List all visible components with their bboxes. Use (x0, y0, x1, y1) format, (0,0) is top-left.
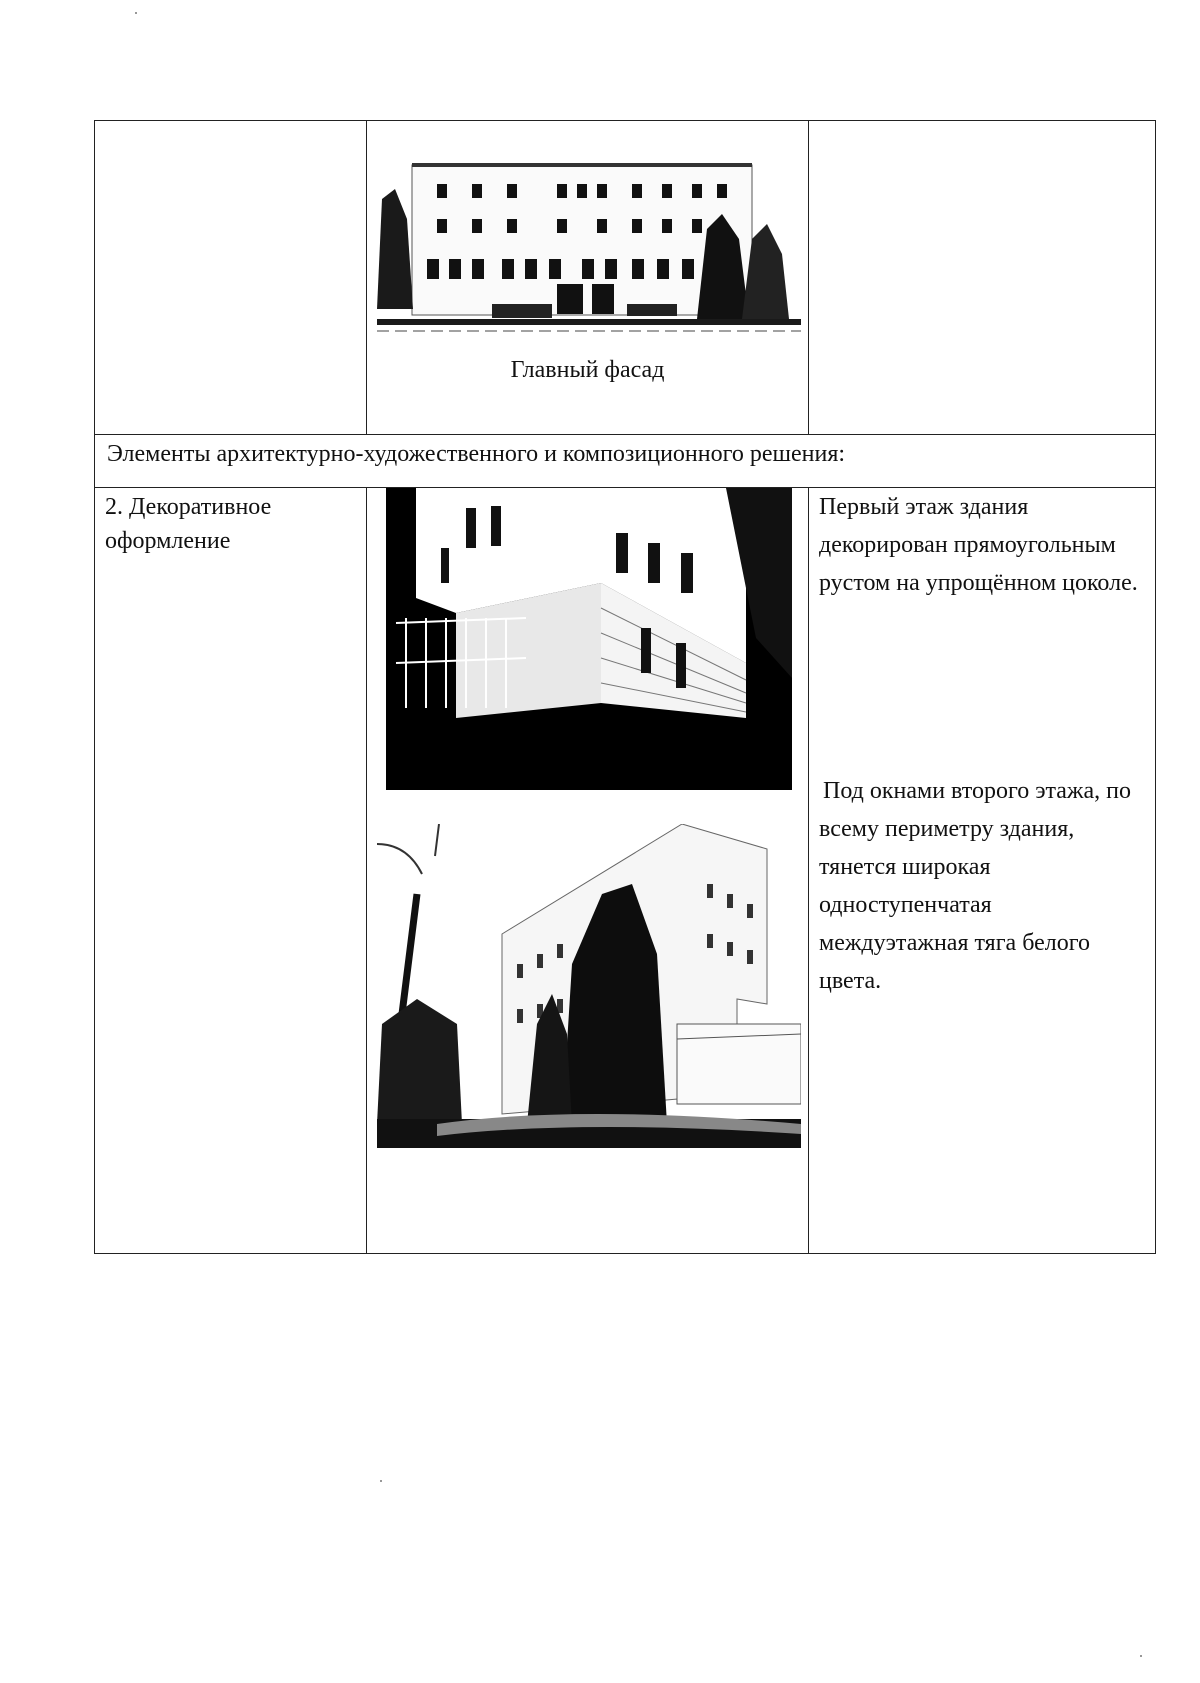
empty-cell (95, 121, 367, 435)
facade-caption: Главный фасад (510, 357, 665, 383)
scan-speck (1140, 1655, 1142, 1657)
label-cell (95, 488, 367, 1254)
table-row (95, 121, 1156, 435)
empty-cell (809, 121, 1156, 435)
building-corner-photo (386, 488, 792, 790)
building-trees-photo (377, 824, 801, 1148)
description-cornice: Под окнами второго этажа, по всему периметру здания, тянется широкая одноступенчатая междуэтажная тяга белого цвета. (819, 778, 1132, 994)
descriptions-cell (809, 488, 1156, 1254)
photos-cell (367, 488, 809, 1254)
section-heading-cell (95, 435, 1156, 488)
scan-speck (380, 1480, 382, 1482)
description-ground-floor: Первый этаж здания декорирован прямоугольным рустом на упрощённом цоколе. (819, 494, 1138, 596)
facade-photo-cell (367, 121, 809, 435)
section-heading: Элементы архитектурно-художественного и композиционного решения: (107, 441, 846, 467)
building-facade-photo (377, 159, 801, 339)
table-row (95, 435, 1156, 488)
table-row (95, 488, 1156, 1254)
scan-speck (135, 12, 137, 14)
document-table (94, 120, 1156, 1254)
row-label: 2. Декоративное оформление (105, 494, 272, 554)
